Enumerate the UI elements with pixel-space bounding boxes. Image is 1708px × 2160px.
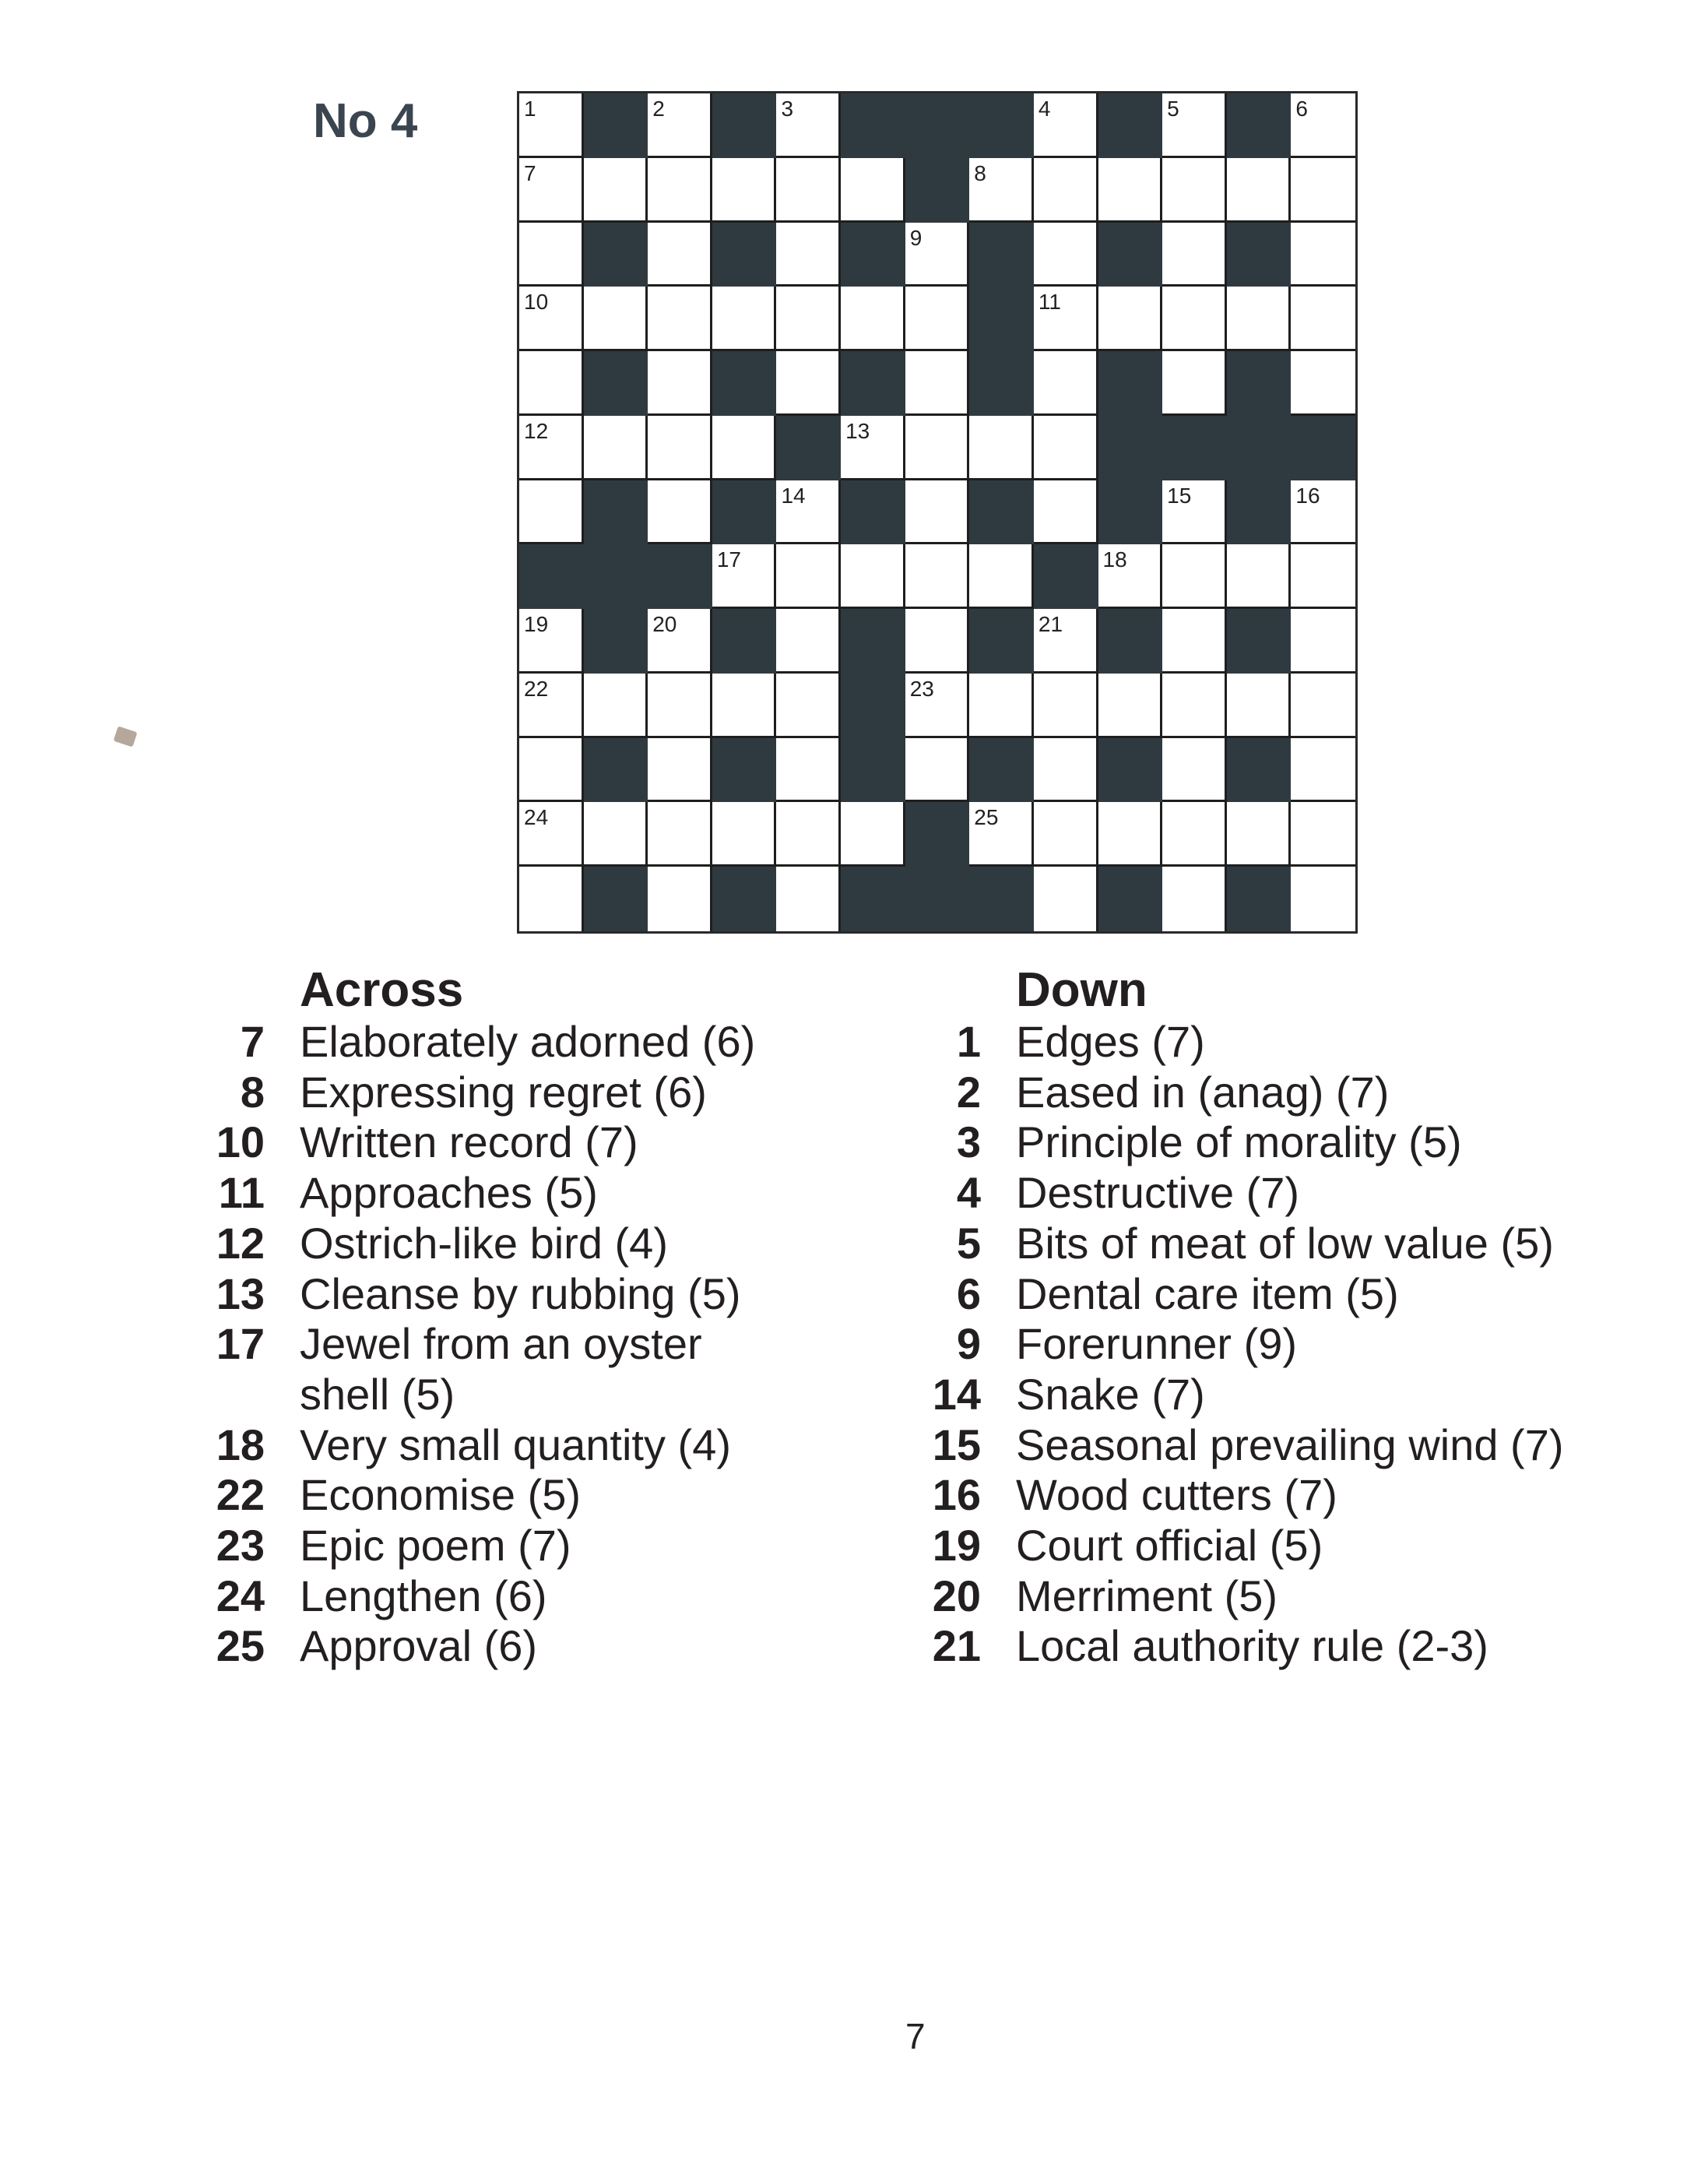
black-square — [969, 351, 1034, 416]
across-heading: Across — [300, 963, 464, 1017]
clue-text: Destructive (7) — [1016, 1168, 1300, 1218]
grid-cell[interactable] — [841, 158, 905, 223]
page-number: 7 — [905, 2016, 926, 2056]
grid-cell[interactable] — [1034, 802, 1098, 867]
down-heading: Down — [1016, 963, 1147, 1017]
clue-text: Jewel from an oyster shell (5) — [300, 1319, 702, 1419]
grid-cell[interactable] — [584, 802, 648, 867]
grid-cell[interactable] — [776, 738, 841, 803]
across-clue — [210, 1117, 802, 1168]
black-square — [1098, 480, 1163, 545]
clue-number: 14 — [932, 1369, 981, 1419]
clue-text: Ostrich-like bird (4) — [300, 1218, 668, 1268]
clue-text: Lengthen (6) — [300, 1571, 547, 1620]
grid-cell[interactable] — [1034, 158, 1098, 223]
cell-number: 5 — [1167, 97, 1179, 121]
grid-cell[interactable] — [776, 223, 841, 287]
black-square — [1098, 609, 1163, 674]
paper-smudge — [114, 726, 138, 747]
black-square — [1098, 351, 1163, 416]
grid-cell[interactable] — [712, 287, 777, 351]
cell-number: 24 — [524, 805, 549, 830]
grid-cell[interactable] — [1162, 351, 1227, 416]
grid-cell[interactable] — [1162, 867, 1227, 931]
clue-number: 25 — [216, 1621, 265, 1671]
cell-number: 15 — [1167, 483, 1192, 508]
cell-number: 21 — [1038, 612, 1063, 637]
clue-number: 2 — [956, 1067, 981, 1117]
down-clue — [926, 1521, 1658, 1571]
grid-cell[interactable] — [648, 93, 712, 158]
across-clue — [210, 1319, 802, 1419]
across-clue — [210, 1219, 802, 1269]
grid-cell[interactable] — [1034, 867, 1098, 931]
grid-cell[interactable] — [1162, 674, 1227, 738]
grid-cell[interactable] — [519, 609, 584, 674]
grid-cell[interactable] — [905, 674, 970, 738]
grid-cell[interactable] — [648, 351, 712, 416]
black-square — [776, 416, 841, 480]
clue-text: Merriment (5) — [1016, 1571, 1278, 1620]
clue-number: 19 — [932, 1521, 981, 1571]
clue-text: Principle of morality (5) — [1016, 1117, 1462, 1167]
cell-number: 19 — [524, 612, 549, 637]
clue-number: 10 — [216, 1117, 265, 1167]
cell-number: 18 — [1102, 547, 1127, 572]
clue-number: 13 — [216, 1268, 265, 1318]
cell-number: 6 — [1295, 97, 1308, 121]
black-square — [712, 609, 777, 674]
grid-cell[interactable] — [1098, 802, 1163, 867]
cell-number: 23 — [909, 676, 934, 701]
grid-cell[interactable] — [1162, 544, 1227, 609]
black-square — [905, 802, 970, 867]
down-clue — [926, 1269, 1658, 1320]
clue-number: 4 — [956, 1168, 981, 1218]
grid-cell[interactable] — [1098, 158, 1163, 223]
clue-text: Cleanse by rubbing (5) — [300, 1268, 741, 1318]
cell-number: 2 — [652, 97, 665, 121]
black-square — [1227, 480, 1292, 545]
black-square — [519, 544, 584, 609]
grid-cell[interactable] — [1034, 287, 1098, 351]
grid-cell[interactable] — [969, 158, 1034, 223]
black-square — [1227, 609, 1292, 674]
down-clue — [926, 1470, 1658, 1521]
down-clue — [926, 1370, 1658, 1420]
cell-number: 8 — [974, 160, 986, 185]
down-clue — [926, 1017, 1658, 1068]
across-clue — [210, 1168, 802, 1219]
grid-cell[interactable] — [905, 416, 970, 480]
grid-cell[interactable] — [1227, 158, 1292, 223]
clue-text: Snake (7) — [1016, 1369, 1205, 1419]
grid-cell[interactable] — [841, 802, 905, 867]
clue-text: Bits of meat of low value (5) — [1016, 1218, 1554, 1268]
clue-text: Elaborately adorned (6) — [300, 1017, 756, 1066]
cell-number: 14 — [781, 483, 806, 508]
clue-number: 16 — [932, 1470, 981, 1520]
clue-number: 8 — [240, 1067, 265, 1117]
grid-cell[interactable] — [519, 416, 584, 480]
clue-text: Epic poem (7) — [300, 1521, 571, 1571]
grid-cell[interactable] — [1162, 609, 1227, 674]
grid-cell[interactable] — [969, 544, 1034, 609]
black-square — [1034, 544, 1098, 609]
down-clue — [926, 1168, 1658, 1219]
black-square — [584, 351, 648, 416]
grid-cell[interactable] — [1227, 287, 1292, 351]
grid-cell[interactable] — [584, 416, 648, 480]
grid-cell[interactable] — [712, 544, 777, 609]
clue-number: 21 — [932, 1621, 981, 1671]
clue-text: Expressing regret (6) — [300, 1067, 707, 1117]
grid-cell[interactable] — [1098, 674, 1163, 738]
grid-cell[interactable] — [584, 287, 648, 351]
grid-cell[interactable] — [776, 544, 841, 609]
black-square — [1098, 223, 1163, 287]
black-square — [584, 480, 648, 545]
grid-cell[interactable] — [1291, 158, 1355, 223]
grid-cell[interactable] — [519, 93, 584, 158]
down-clue-list — [926, 1017, 1658, 1672]
grid-cell[interactable] — [519, 287, 584, 351]
grid-cell[interactable] — [519, 674, 584, 738]
grid-cell[interactable] — [712, 802, 777, 867]
clue-number: 3 — [956, 1117, 981, 1167]
black-square — [1227, 867, 1292, 931]
cell-number: 9 — [909, 225, 923, 250]
clue-text: Forerunner (9) — [1016, 1319, 1298, 1369]
cell-number: 20 — [652, 612, 677, 637]
cell-number: 25 — [974, 805, 999, 830]
clue-text: Approval (6) — [300, 1621, 538, 1671]
grid-cell[interactable] — [841, 544, 905, 609]
grid-cell[interactable] — [519, 351, 584, 416]
grid-cell[interactable] — [1162, 93, 1227, 158]
grid-cell[interactable] — [1291, 223, 1355, 287]
across-clue — [210, 1017, 802, 1068]
grid-cell[interactable] — [1291, 802, 1355, 867]
clue-number: 18 — [216, 1419, 265, 1469]
cell-number: 13 — [845, 418, 870, 443]
down-clue — [926, 1621, 1658, 1672]
grid-cell[interactable] — [1162, 802, 1227, 867]
grid-cell[interactable] — [712, 674, 777, 738]
grid-cell[interactable] — [1291, 480, 1355, 545]
across-clue — [210, 1621, 802, 1672]
grid-cell[interactable] — [776, 674, 841, 738]
black-square — [712, 738, 777, 803]
grid-cell[interactable] — [1291, 351, 1355, 416]
grid-cell[interactable] — [776, 351, 841, 416]
black-square — [841, 609, 905, 674]
clue-text: Very small quantity (4) — [300, 1419, 731, 1469]
grid-cell[interactable] — [905, 738, 970, 803]
grid-cell[interactable] — [1291, 867, 1355, 931]
down-clue — [926, 1420, 1658, 1471]
black-square — [969, 738, 1034, 803]
grid-cell[interactable] — [1034, 223, 1098, 287]
grid-cell[interactable] — [1291, 609, 1355, 674]
across-clue — [210, 1420, 802, 1471]
black-square — [1227, 351, 1292, 416]
black-square — [1227, 93, 1292, 158]
clue-text: Local authority rule (2-3) — [1016, 1621, 1488, 1671]
black-square — [584, 609, 648, 674]
grid-cell[interactable] — [1162, 287, 1227, 351]
grid-cell[interactable] — [1227, 802, 1292, 867]
cell-number: 22 — [524, 676, 549, 701]
black-square — [969, 287, 1034, 351]
grid-cell[interactable] — [1034, 480, 1098, 545]
clue-text: Edges (7) — [1016, 1017, 1205, 1066]
black-square — [841, 867, 905, 931]
grid-cell[interactable] — [776, 480, 841, 545]
grid-cell[interactable] — [841, 416, 905, 480]
down-clues — [926, 964, 1658, 1672]
black-square — [1291, 416, 1355, 480]
grid-cell[interactable] — [776, 287, 841, 351]
black-square — [712, 480, 777, 545]
clue-number: 17 — [216, 1319, 265, 1369]
grid-cell[interactable] — [648, 738, 712, 803]
grid-cell[interactable] — [1227, 674, 1292, 738]
across-clue — [210, 1269, 802, 1320]
across-clue — [210, 1521, 802, 1571]
clue-number: 11 — [218, 1168, 265, 1218]
clue-text: Approaches (5) — [300, 1168, 598, 1218]
grid-cell[interactable] — [1291, 738, 1355, 803]
grid-cell[interactable] — [905, 223, 970, 287]
grid-cell[interactable] — [519, 802, 584, 867]
black-square — [841, 674, 905, 738]
grid-cell[interactable] — [1291, 287, 1355, 351]
grid-cell[interactable] — [519, 158, 584, 223]
clue-number: 9 — [956, 1319, 981, 1369]
across-clue — [210, 1068, 802, 1118]
black-square — [1098, 867, 1163, 931]
black-square — [1227, 416, 1292, 480]
black-square — [1098, 738, 1163, 803]
grid-cell[interactable] — [648, 287, 712, 351]
grid-cell[interactable] — [712, 158, 777, 223]
black-square — [1227, 223, 1292, 287]
cell-number: 1 — [524, 97, 536, 121]
clue-text: Written record (7) — [300, 1117, 638, 1167]
black-square — [1098, 93, 1163, 158]
puzzle-title: No 4 — [313, 94, 418, 148]
grid-cell[interactable] — [1162, 738, 1227, 803]
clue-number: 7 — [240, 1017, 265, 1066]
clue-number: 24 — [216, 1571, 265, 1620]
grid-cell[interactable] — [1291, 544, 1355, 609]
clue-number: 5 — [956, 1218, 981, 1268]
clue-number: 15 — [932, 1419, 981, 1469]
grid-cell[interactable] — [1034, 93, 1098, 158]
black-square — [969, 93, 1034, 158]
cell-number: 17 — [716, 547, 741, 572]
black-square — [712, 93, 777, 158]
grid-cell[interactable] — [519, 480, 584, 545]
black-square — [584, 223, 648, 287]
grid-cell[interactable] — [648, 802, 712, 867]
black-square — [584, 867, 648, 931]
grid-cell[interactable] — [1291, 674, 1355, 738]
crossword-grid — [517, 91, 1358, 934]
black-square — [584, 93, 648, 158]
clue-text: Dental care item (5) — [1016, 1268, 1399, 1318]
black-square — [905, 867, 970, 931]
clue-number: 23 — [216, 1521, 265, 1571]
black-square — [1098, 416, 1163, 480]
down-clue — [926, 1068, 1658, 1118]
black-square — [841, 351, 905, 416]
grid-cell[interactable] — [584, 158, 648, 223]
down-clue — [926, 1117, 1658, 1168]
grid-cell[interactable] — [905, 480, 970, 545]
grid-cell[interactable] — [905, 351, 970, 416]
clue-text: Wood cutters (7) — [1016, 1470, 1337, 1520]
across-clue — [210, 1571, 802, 1622]
clue-number: 1 — [956, 1017, 981, 1066]
grid-cell[interactable] — [1034, 674, 1098, 738]
grid-cell[interactable] — [1034, 609, 1098, 674]
grid-cell[interactable] — [969, 416, 1034, 480]
cell-number: 10 — [524, 290, 549, 315]
cell-number: 4 — [1038, 97, 1051, 121]
grid-cell[interactable] — [1034, 738, 1098, 803]
grid-cell[interactable] — [776, 609, 841, 674]
grid-cell[interactable] — [776, 158, 841, 223]
clue-number: 6 — [956, 1268, 981, 1318]
grid-cell[interactable] — [584, 674, 648, 738]
clue-text: Economise (5) — [300, 1470, 582, 1520]
grid-cell[interactable] — [1162, 480, 1227, 545]
grid-cell[interactable] — [841, 287, 905, 351]
black-square — [841, 480, 905, 545]
grid-cell[interactable] — [1098, 287, 1163, 351]
down-clue — [926, 1319, 1658, 1370]
black-square — [712, 351, 777, 416]
grid-cell[interactable] — [648, 416, 712, 480]
grid-cell[interactable] — [519, 223, 584, 287]
grid-cell[interactable] — [905, 287, 970, 351]
grid-cell[interactable] — [1034, 416, 1098, 480]
grid-cell[interactable] — [648, 223, 712, 287]
grid-cell[interactable] — [1098, 544, 1163, 609]
cell-number: 12 — [524, 418, 549, 443]
black-square — [712, 223, 777, 287]
grid-cell[interactable] — [905, 544, 970, 609]
cell-number: 3 — [781, 97, 794, 121]
grid-cell[interactable] — [1291, 93, 1355, 158]
black-square — [969, 609, 1034, 674]
black-square — [584, 738, 648, 803]
grid-cell[interactable] — [776, 802, 841, 867]
clue-text: Eased in (anag) (7) — [1016, 1067, 1390, 1117]
black-square — [841, 223, 905, 287]
grid-cell[interactable] — [1227, 544, 1292, 609]
grid-cell[interactable] — [648, 609, 712, 674]
black-square — [584, 544, 648, 609]
clue-text: Seasonal prevailing wind (7) — [1016, 1419, 1564, 1469]
clue-number: 12 — [216, 1218, 265, 1268]
black-square — [969, 223, 1034, 287]
black-square — [969, 867, 1034, 931]
grid-cell[interactable] — [648, 158, 712, 223]
black-square — [905, 158, 970, 223]
grid-cell[interactable] — [776, 867, 841, 931]
across-clues — [210, 964, 802, 1672]
grid-cell[interactable] — [519, 867, 584, 931]
black-square — [969, 480, 1034, 545]
black-square — [841, 738, 905, 803]
grid-cell[interactable] — [519, 738, 584, 803]
grid-cell[interactable] — [648, 480, 712, 545]
black-square — [905, 93, 970, 158]
clue-number: 20 — [932, 1571, 981, 1620]
black-square — [1162, 416, 1227, 480]
down-clue — [926, 1571, 1658, 1622]
grid-cell[interactable] — [969, 802, 1034, 867]
grid-cell[interactable] — [776, 93, 841, 158]
grid-cell[interactable] — [905, 609, 970, 674]
grid-cell[interactable] — [648, 674, 712, 738]
cell-number: 11 — [1038, 290, 1061, 315]
grid-cell[interactable] — [1162, 158, 1227, 223]
cell-number: 16 — [1295, 483, 1320, 508]
across-clue-list — [210, 1017, 802, 1672]
black-square — [648, 544, 712, 609]
down-clue — [926, 1219, 1658, 1269]
grid-cell[interactable] — [969, 674, 1034, 738]
clue-text: Court official (5) — [1016, 1521, 1323, 1571]
grid-cell[interactable] — [1034, 351, 1098, 416]
black-square — [1227, 738, 1292, 803]
clue-number: 22 — [216, 1470, 265, 1520]
grid-cell[interactable] — [1162, 223, 1227, 287]
black-square — [712, 867, 777, 931]
across-clue — [210, 1470, 802, 1521]
black-square — [841, 93, 905, 158]
grid-cell[interactable] — [648, 867, 712, 931]
cell-number: 7 — [524, 160, 536, 185]
grid-cell[interactable] — [712, 416, 777, 480]
